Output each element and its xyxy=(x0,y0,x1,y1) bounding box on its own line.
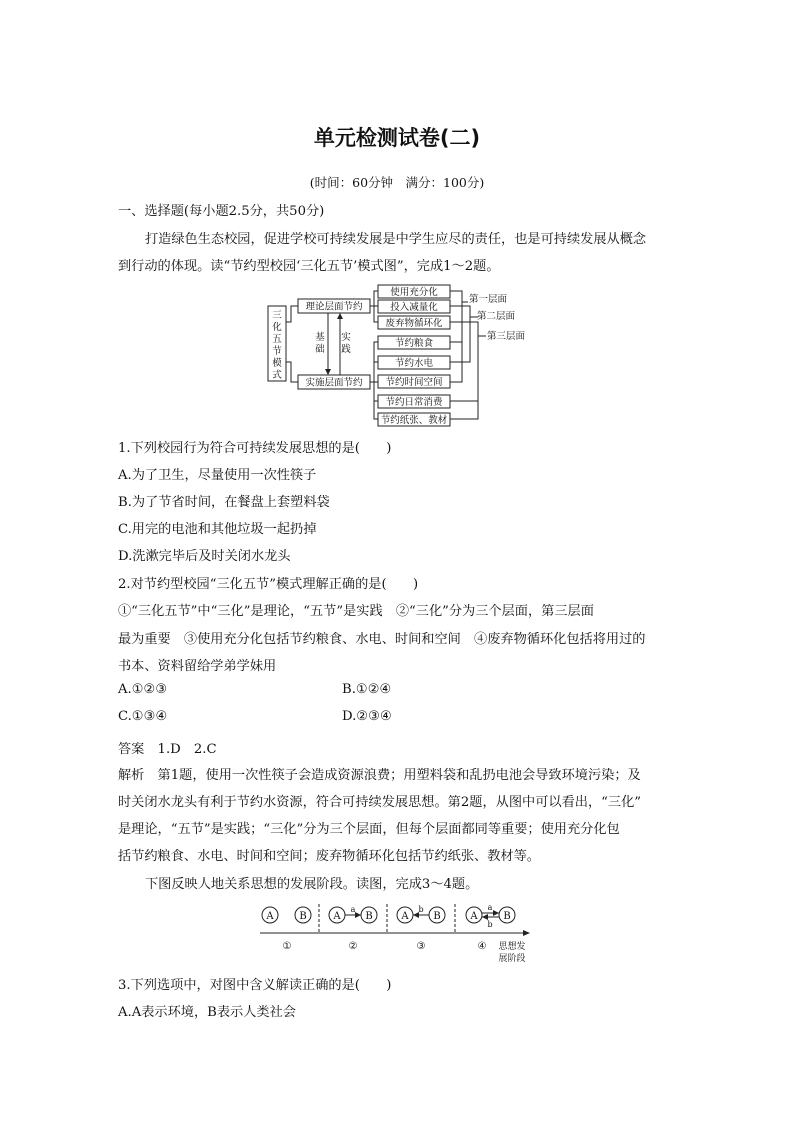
node-a-4: A xyxy=(470,911,478,922)
analysis-line2: 时关闭水龙头有利于节约水资源，符合可持续发展思想。第2题，从图中可以看出，“三化” xyxy=(118,795,641,810)
exam-meta: (时间：60分钟 满分：100分) xyxy=(309,175,485,190)
analysis-line4: 括节约粮食、水电、时间和空间；废弃物循环化包括节约纸张、教材等。 xyxy=(118,849,540,864)
root-char3: 五 xyxy=(272,334,282,345)
basis-char1: 基 xyxy=(315,332,325,343)
q1-option-d: D.洗漱完毕后及时关闭水龙头 xyxy=(118,549,291,564)
q1-stem: 1.下列校园行为符合可持续发展思想的是( ) xyxy=(118,441,392,456)
level-1-label: 第一层面 xyxy=(469,294,508,305)
basis-char2: 础 xyxy=(315,344,325,355)
root-char5: 模 xyxy=(272,358,282,369)
intro2: 下图反映人地关系思想的发展阶段。读图，完成3～4题。 xyxy=(145,877,479,892)
answer-line: 答案 1.D 2.C xyxy=(118,742,217,757)
axis-label-line2: 展阶段 xyxy=(498,954,526,964)
analysis-line3: 是理论，“五节”是实践；“三化”分为三个层面，但每个层面都同等重要；使用充分化包 xyxy=(118,822,620,837)
five-item-4: 节约日常消费 xyxy=(385,397,443,408)
q2-option-a: A.①②③ xyxy=(118,682,168,697)
stage-4: ④ xyxy=(477,941,487,952)
five-item-2: 节约水电 xyxy=(394,358,434,369)
arrow-label-a-2: a xyxy=(487,903,493,912)
theory-label: 理论层面节约 xyxy=(305,301,363,313)
node-a-2: A xyxy=(333,911,341,922)
five-item-3: 节约时间空间 xyxy=(385,377,443,388)
node-a-1: A xyxy=(266,911,274,922)
node-b-2: B xyxy=(365,911,373,922)
q3-option-a: A.A表示环境，B表示人类社会 xyxy=(118,1005,296,1020)
q2-body-line2: 最为重要 ③使用充分化包括节约粮食、水电、时间和空间 ④废弃物循环化包括将用过的 xyxy=(118,632,646,647)
q2-option-c: C.①③④ xyxy=(118,709,168,724)
three-item-3: 废弃物循环化 xyxy=(385,318,443,329)
q3-stem: 3.下列选项中，对图中含义解读正确的是( ) xyxy=(118,978,392,993)
five-item-1: 节约粮食 xyxy=(394,338,434,349)
q2-body-line3: 书本、资料留给学弟学妹用 xyxy=(118,659,277,674)
level-3-label: 第三层面 xyxy=(487,331,526,342)
page-title: 单元检测试卷(二) xyxy=(313,126,481,150)
practice-char2: 践 xyxy=(341,344,351,355)
root-char1: 三 xyxy=(272,310,282,321)
axis-label-line1: 思想发 xyxy=(498,942,526,952)
three-item-2: 投入减量化 xyxy=(390,302,438,313)
level-2-label: 第二层面 xyxy=(477,311,516,322)
node-b-1: B xyxy=(299,911,307,922)
stage-1: ① xyxy=(282,941,292,952)
q2-option-b: B.①②④ xyxy=(342,682,392,697)
arrow-label-b-1: b xyxy=(418,905,424,914)
stage-2: ② xyxy=(348,941,358,952)
q2-body-line1: ①“三化五节”中“三化”是理论，“五节”是实践 ②“三化”分为三个层面，第三层面 xyxy=(118,604,594,619)
root-char2: 化 xyxy=(272,322,282,333)
practice-level-label: 实施层面节约 xyxy=(305,377,363,389)
q1-option-c: C.用完的电池和其他垃圾一起扔掉 xyxy=(118,522,317,537)
q1-option-b: B.为了节省时间，在餐盘上套塑料袋 xyxy=(118,495,330,510)
intro1-line2: 到行动的体现。读“节约型校园‘三化五节’模式图”，完成1～2题。 xyxy=(118,259,500,274)
node-b-3: B xyxy=(433,911,441,922)
human-land-diagram xyxy=(256,902,546,968)
node-b-4: B xyxy=(503,911,511,922)
section-heading: 一、选择题(每小题2.5分，共50分) xyxy=(118,204,325,219)
root-char4: 节 xyxy=(272,346,282,357)
q2-option-d: D.②③④ xyxy=(342,709,392,724)
arrow-label-b-2: b xyxy=(487,920,493,929)
root-char6: 式 xyxy=(272,370,282,381)
q2-stem: 2.对节约型校园“三化五节”模式理解正确的是( ) xyxy=(118,577,419,592)
five-item-5: 节约纸张、教材 xyxy=(380,415,448,426)
analysis-line1: 解析 第1题，使用一次性筷子会造成资源浪费；用塑料袋和乱扔电池会导致环境污染；及 xyxy=(118,768,641,783)
intro1-line1: 打造绿色生态校园，促进学校可持续发展是中学生应尽的责任，也是可持续发展从概念 xyxy=(145,232,647,247)
stage-3: ③ xyxy=(416,941,426,952)
node-a-3: A xyxy=(401,911,409,922)
q1-option-a: A.为了卫生，尽量使用一次性筷子 xyxy=(118,468,317,483)
practice-char1: 实 xyxy=(341,332,351,343)
sanhua-wujie-diagram xyxy=(266,282,536,432)
arrow-label-a-1: a xyxy=(350,905,356,914)
three-item-1: 使用充分化 xyxy=(390,287,438,298)
